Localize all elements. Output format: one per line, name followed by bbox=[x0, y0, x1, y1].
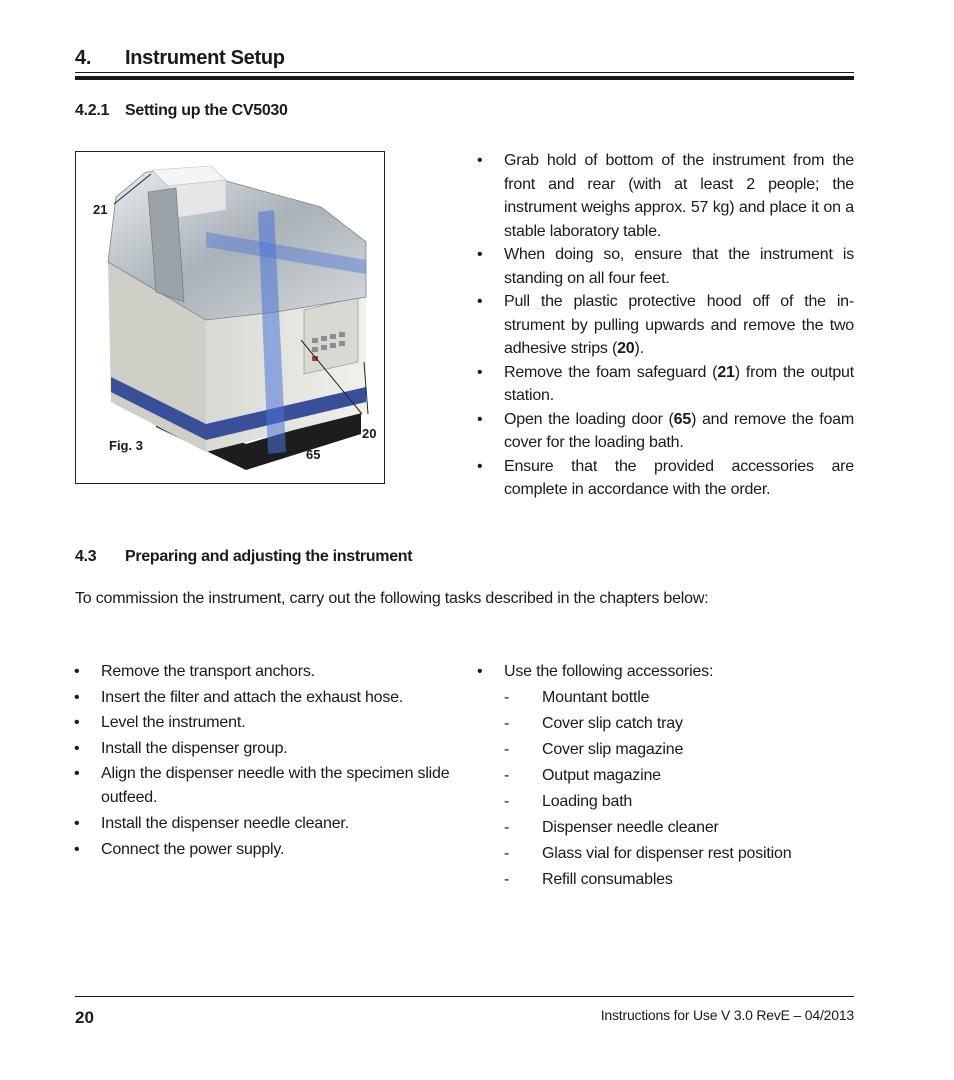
list-item: • Remove the transport anchors. bbox=[74, 663, 315, 680]
list-item: • When doing so, ensure that the instrument is standing on all four feet. bbox=[477, 246, 854, 287]
page-number: 20 bbox=[75, 1008, 94, 1027]
ref-number: 20 bbox=[617, 340, 635, 357]
header-rule-thin bbox=[75, 72, 854, 73]
instrument-figure bbox=[75, 151, 385, 484]
accessories-list bbox=[474, 659, 854, 893]
section-number: 4.2.1 bbox=[75, 102, 110, 119]
accessory-item: - Output magazine bbox=[504, 767, 661, 784]
setup-steps-list bbox=[474, 149, 854, 502]
list-item: • Level the instrument. bbox=[74, 714, 246, 732]
footer-rule bbox=[75, 996, 854, 997]
list-item: • Install the dispenser needle cleaner. bbox=[74, 814, 349, 832]
chapter-number: 4. bbox=[75, 47, 92, 69]
callout-65: 65 bbox=[306, 447, 321, 462]
list-item: • Connect the power supply. bbox=[74, 840, 285, 858]
chapter-title: Instrument Setup bbox=[125, 47, 285, 69]
tasks-list bbox=[71, 659, 461, 862]
list-item: • Pull the plastic protective hood off of the in-strument by pulling upwards and remove the two adhesive strips (20). bbox=[477, 293, 854, 357]
list-item: • Grab hold of bottom of the instrument from the front and rear (with at least 2 people; the instrument weighs approx. 57 kg) and place it on a stable laboratory table. bbox=[477, 152, 854, 240]
ref-number: 21 bbox=[717, 363, 735, 381]
accessory-item: - Refill consumables bbox=[504, 871, 673, 888]
accessory-item: - Cover slip magazine bbox=[504, 741, 684, 758]
accessory-item: - Loading bath bbox=[504, 793, 633, 810]
figure-caption: Fig. 3 bbox=[109, 438, 143, 453]
header-rule-thick bbox=[75, 76, 854, 80]
callout-20: 20 bbox=[362, 426, 377, 441]
instrument-illustration bbox=[76, 152, 384, 483]
section-title: Preparing and adjusting the instrument bbox=[125, 548, 413, 565]
list-item: • Open the loading door (65) and remove the foam cover for the loading bath. bbox=[477, 410, 854, 451]
list-item: • Use the following accessories: - Mountant bottle - Cover slip catch tray - Cover slip magazine - Output magazine - Loading bath - Dispenser needle cleaner - Glass vial for dispenser rest position - Refill consumables bbox=[474, 659, 854, 893]
list-item: • Remove the foam safeguard (21) from the output station. bbox=[477, 363, 854, 404]
accessory-item: - Glass vial for dispenser rest position bbox=[504, 845, 792, 862]
list-item: • Align the dispenser needle with the specimen slide outfeed. bbox=[74, 764, 450, 807]
document-version: Instructions for Use V 3.0 RevE – 04/2013 bbox=[600, 1007, 854, 1023]
ref-number: 65 bbox=[673, 410, 692, 428]
accessory-sublist bbox=[504, 685, 854, 893]
list-item: • Install the dispenser group. bbox=[74, 740, 288, 758]
callout-21: 21 bbox=[93, 202, 108, 217]
intro-paragraph: To commission the instrument, carry out the following tasks described in the chapters below: bbox=[75, 590, 709, 607]
list-item: • Ensure that the provided accessories are complete in accordance with the order. bbox=[477, 457, 854, 498]
list-item: • Insert the filter and attach the exhaust hose. bbox=[74, 688, 404, 706]
section-number: 4.3 bbox=[75, 548, 97, 565]
accessory-item: - Dispenser needle cleaner bbox=[504, 819, 719, 836]
section-title: Setting up the CV5030 bbox=[125, 102, 288, 119]
accessory-item: - Mountant bottle bbox=[504, 689, 650, 706]
accessory-item: - Cover slip catch tray bbox=[504, 715, 683, 732]
